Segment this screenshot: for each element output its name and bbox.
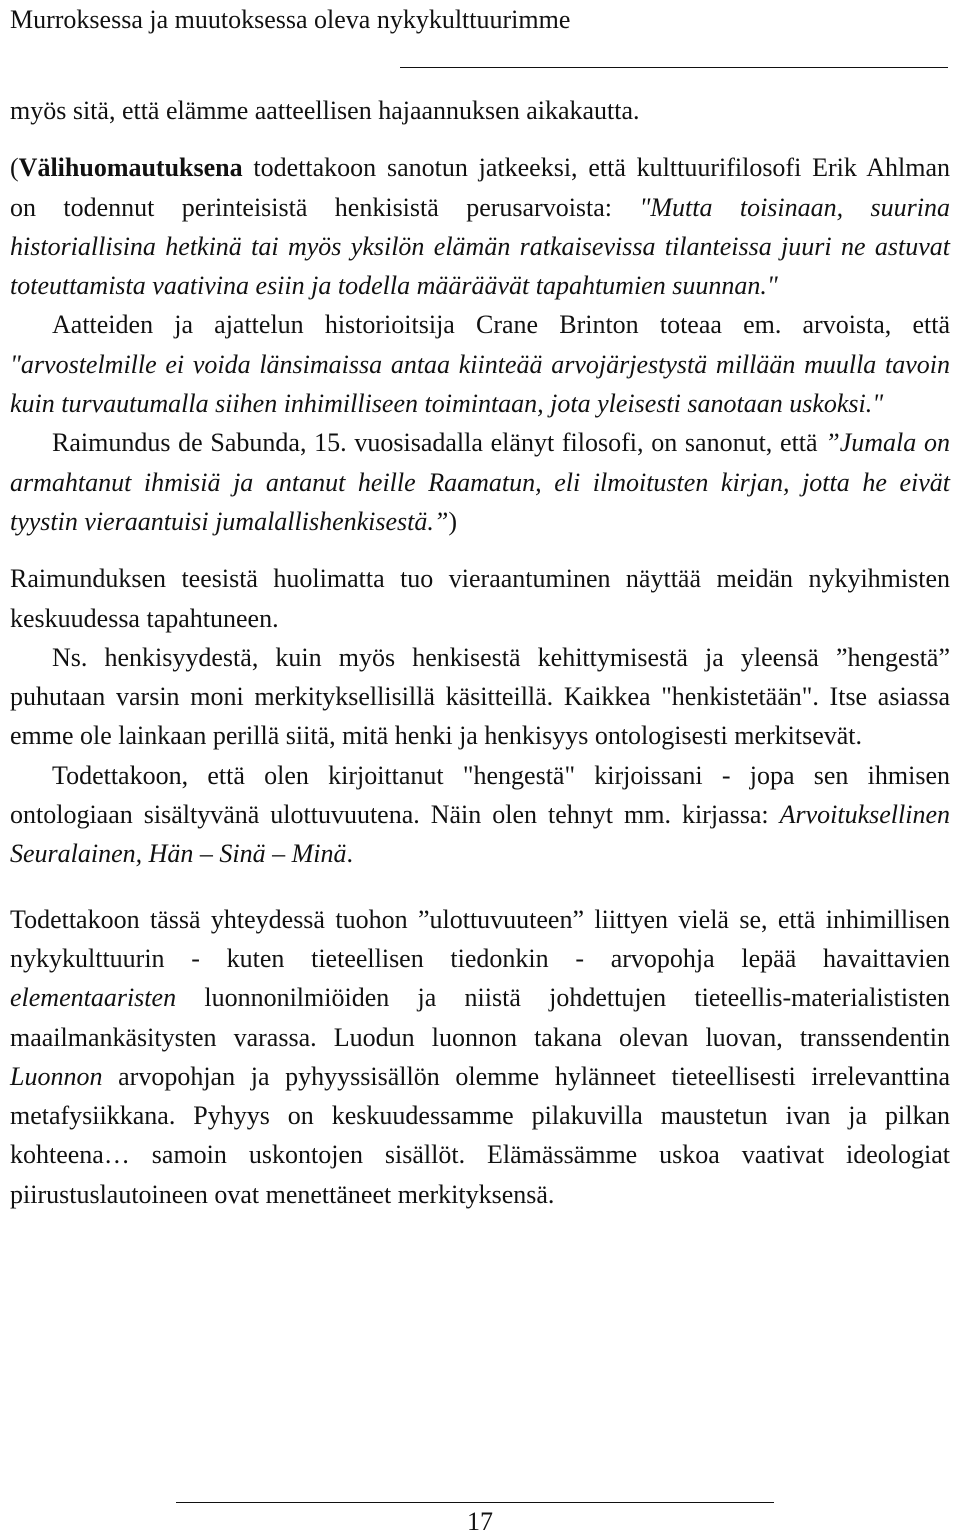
running-title: Murroksessa ja muutoksessa oleva nykykulttuurimme [10,5,571,34]
footer-rule [176,1502,774,1503]
paragraph-6: Ns. henkisyydestä, kuin myös henkisestä kehittymisestä ja yleensä ”hengestä” puhutaan varsin moni merkityksellisillä käsitteillä. Kaikkea "henkistetään". Itse asiassa emme ole lainkaan perillä siitä, mitä henki ja henkisyys ontologisesti merkitsevät. [10,642,950,751]
paragraph-5: Raimunduksen teesistä huolimatta tuo vieraantuminen näyttää meidän nykyihmisten keskuudessa tapahtuneen. [10,564,950,633]
running-header [10,0,950,38]
paragraph-1: myös sitä, että elämme aatteellisen hajaannuksen aikakautta. [10,96,640,125]
page-number: 17 [467,1507,493,1536]
brinton-quote: "arvostelmille ei voida länsimaissa antaa kiinteää arvojärjestystä millään muulla tavoin kuin turvautumalla siihen inhimilliseen toimintaan, jota yleisesti sanotaan uskoksi." [10,349,950,419]
paragraph-4: Raimundus de Sabunda, 15. vuosisadalla elänyt filosofi, on sanonut, että ”Jumala on armahtanut ihmisiä ja antanut heille Raamatun, eli ilmoitusten kirjan, jotta he eivät tyystin vieraantuisi jumalallishenkisestä.”) [10,428,950,536]
paragraph-3: Aatteiden ja ajattelun historioitsija Crane Brinton toteaa em. arvoista, että "arvostelmille ei voida länsimaissa antaa kiinteää arvojärjestystä millään muulla tavoin kuin turvautumalla siihen inhimilliseen toimintaan, jota yleisesti sanotaan uskoksi." [10,310,950,419]
paragraph-gap [10,541,950,559]
paragraph-gap [10,874,950,900]
paragraph-7: Todettakoon, että olen kirjoittanut "hengestä" kirjoissani - jopa sen ihmisen ontologiaan sisältyvänä ulottuvuutena. Näin olen tehnyt mm. kirjassa: Arvoituksellinen Seuralainen, Hän – Sinä – Minä. [10,760,950,869]
emphasis-elementary: elementaaristen [10,983,177,1013]
header-rule [400,67,948,68]
emphasis-nature: Luonnon [10,1061,103,1091]
page-body [10,91,950,1214]
paragraph-2: (Välihuomautuksena todettakoon sanotun jatkeeksi, että kulttuurifilosofi Erik Ahlman on todennut perinteisistä henkisistä perusarvoista: "Mutta toisinaan, suurina historiallisina hetkinä tai myös yksilön elämän ratkaisevissa tilanteissa juuri ne astuvat toteuttamista vaativina esiin ja todella määräävät tapahtumien suunnan." [10,153,951,301]
book-title: Arvoituksellinen Seuralainen, Hän – Sinä – Minä [10,800,950,869]
paragraph-8: Todettakoon tässä yhteydessä tuohon ”ulottuvuuteen” liittyen vielä se, että inhimillisen nykykulttuurin - kuten tieteellisen tiedonkin - arvopohja lepää havaittavien elementaaristen luonnonilmiöiden ja niistä johdettujen tieteellis-materialististen maailmankäsitysten varassa. Luodun luonnon takana olevan luovan, transsendentin Luonnon arvopohjan ja pyhyyssisällön olemme hylänneet tieteellisesti irrelevanttina metafysiikkana. Pyhyys on keskuudessamme pilakuvilla maustetun ivan ja pilkan kohteena… samoin uskontojen sisällöt. Elämässämme uskoa vaativat ideologiat piirustuslautoineen ovat menettäneet merkityksensä. [10,904,950,1209]
sabunda-quote: ”Jumala on armahtanut ihmisiä ja antanut heille Raamatun, eli ilmoitusten kirjan, jotta he eivät tyystin vieraantuisi jumalallishenkisestä.” [10,428,950,536]
paragraph-gap [10,130,950,148]
bold-term: Välihuomautuksena [18,153,243,183]
ahlman-quote: "Mutta toisinaan, suurina historiallisina hetkinä tai myös yksilön elämän ratkaisevissa tilanteissa juuri ne astuvat toteuttamista vaativina esiin ja todella määräävät tapahtumien suunnan." [10,192,951,301]
